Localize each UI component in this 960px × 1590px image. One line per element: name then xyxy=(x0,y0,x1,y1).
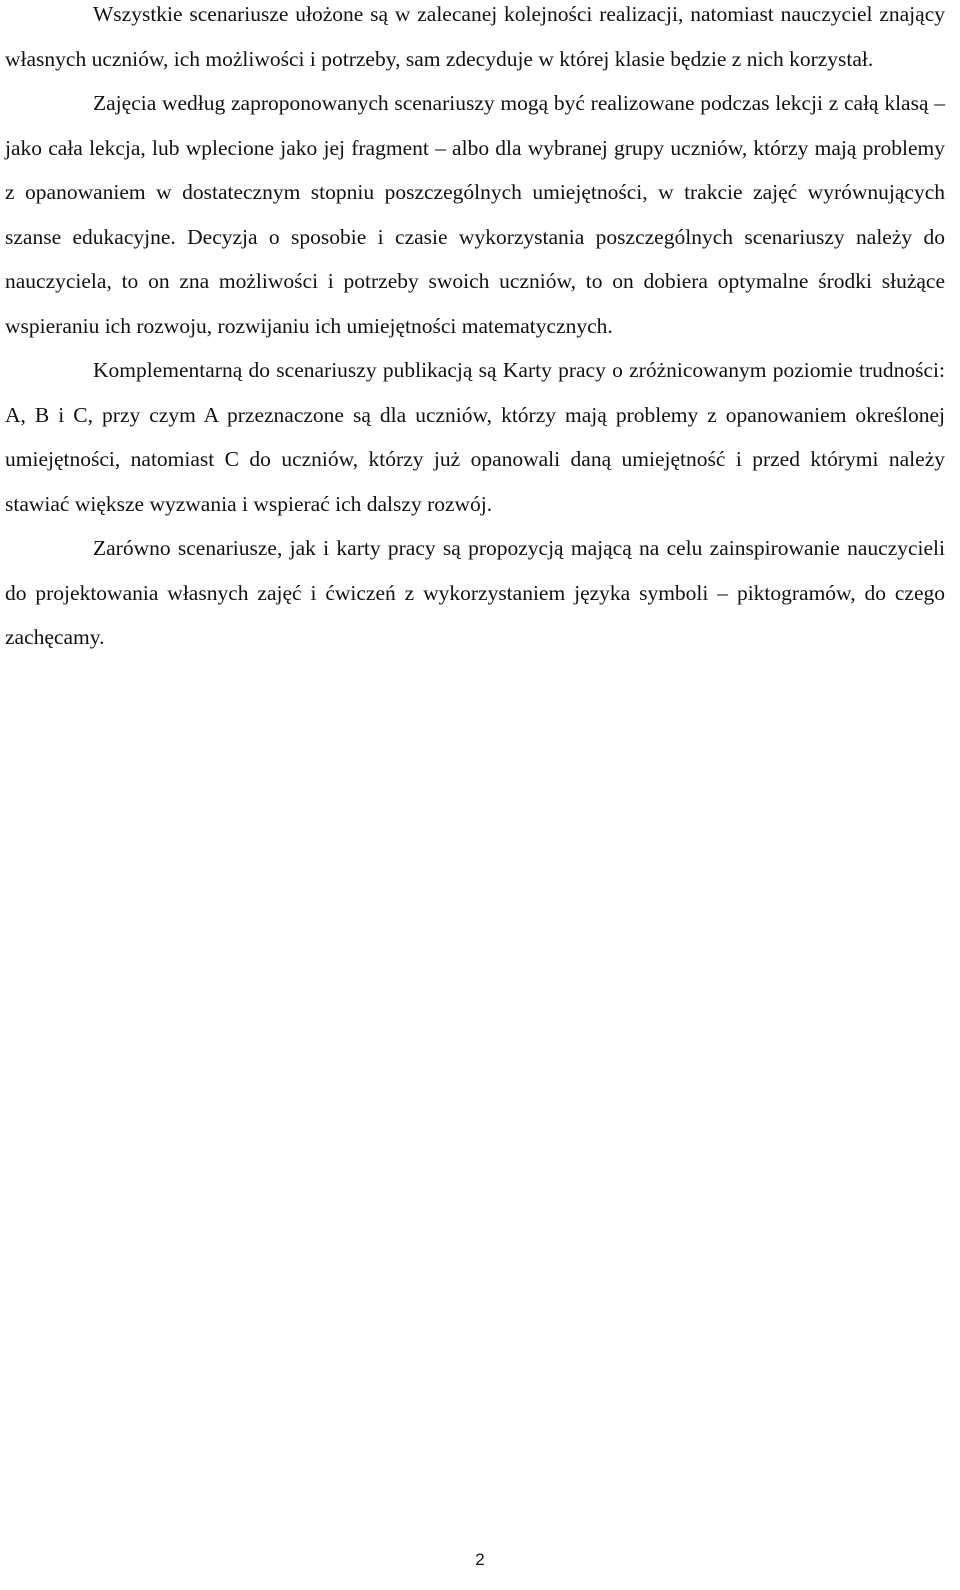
paragraph-4: Zarówno scenariusze, jak i karty pracy są propozycją mającą na celu zainspirowanie nauczycieli do projektowania własnych zajęć i ćwiczeń z wykorzystaniem języka symboli – piktogramów, do czego zachęcamy. xyxy=(5,536,945,649)
paragraph-1: Wszystkie scenariusze ułożone są w zalecanej kolejności realizacji, natomiast nauczyciel znający własnych uczniów, ich możliwości i potrzeby, sam zdecyduje w której klasie będzie z nich korzystał. xyxy=(5,2,945,71)
paragraph-2: Zajęcia według zaproponowanych scenariuszy mogą być realizowane podczas lekcji z całą klasą – jako cała lekcja, lub wplecione jako jej fragment – albo dla wybranej grupy uczniów, którzy mają problemy z opanowaniem w dostatecznym stopniu poszczególnych umiejętności, w trakcie zajęć wyrównujących szanse edukacyjne. Decyzja o sposobie i czasie wykorzystania poszczególnych scenariuszy należy do nauczyciela, to on zna możliwości i potrzeby swoich uczniów, to on dobiera optymalne środki służące wspieraniu ich rozwoju, rozwijaniu ich umiejętności matematycznych. xyxy=(5,91,945,338)
page-number: 2 xyxy=(475,1550,485,1569)
document-body xyxy=(5,0,945,660)
paragraph-3: Komplementarną do scenariuszy publikacją są Karty pracy o zróżnicowanym poziomie trudności: A, B i C, przy czym A przeznaczone są dla uczniów, którzy mają problemy z opanowaniem określonej umiejętności, natomiast C do uczniów, którzy już opanowali daną umiejętność i przed którymi należy stawiać większe wyzwania i wspierać ich dalszy rozwój. xyxy=(5,358,945,516)
